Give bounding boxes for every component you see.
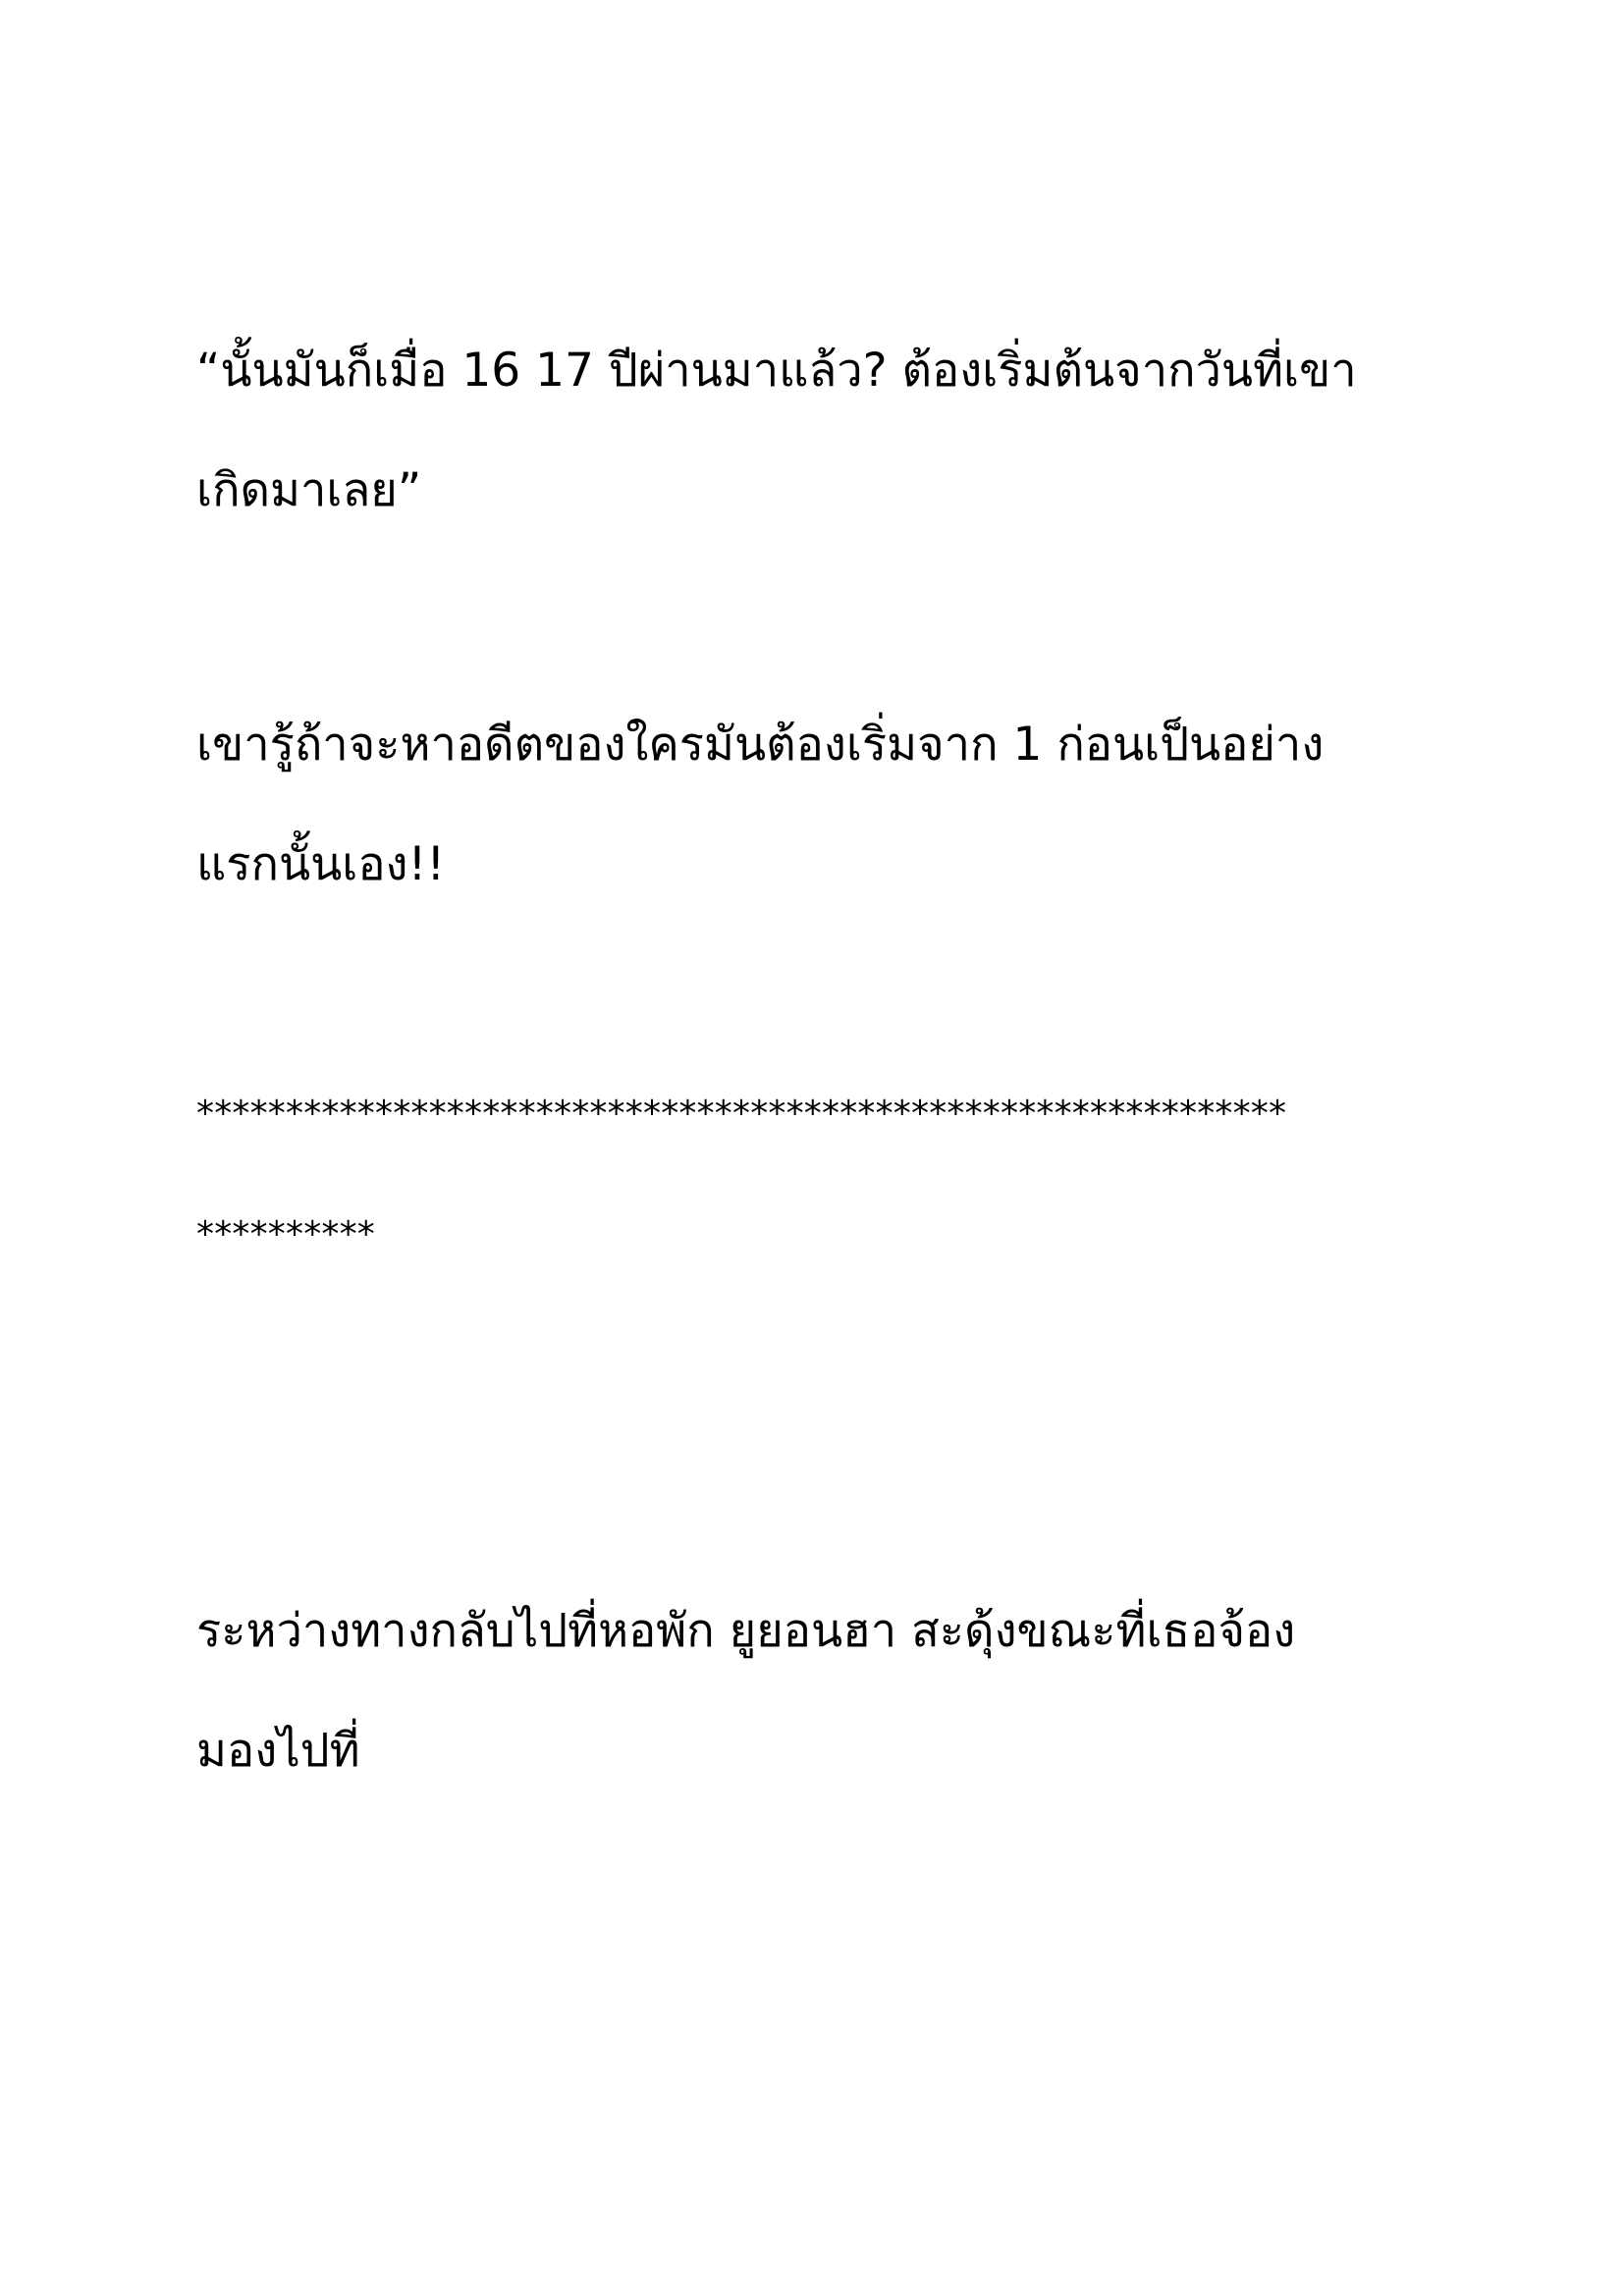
paragraph-1-line-1: “นั้นมันก็เมื่อ 16 17 ปีผ่านมาแล้ว? ต้องเริ่มต้นจากวันที่เขา <box>196 344 1357 398</box>
separator-line-1: ************************************************************* <box>196 1094 1287 1134</box>
paragraph-2-line-1: เขารู้ถ้าจะหาอดีตของใครมันต้องเริ่มจาก 1 ก่อนเป็นอย่าง <box>196 718 1325 772</box>
paragraph-2-line-2: แรกนั้นเอง!! <box>196 837 446 891</box>
paragraph-3-line-1: ระหว่างทางกลับไปที่หอพัก ยูยอนฮา สะดุ้งขณะที่เธอจ้อง <box>196 1604 1296 1658</box>
paragraph-3-line-2: มองไปที่ <box>196 1724 360 1778</box>
paragraph-1-line-2: เกิดมาเลย” <box>196 463 422 517</box>
separator-line-2: ********** <box>196 1214 375 1255</box>
